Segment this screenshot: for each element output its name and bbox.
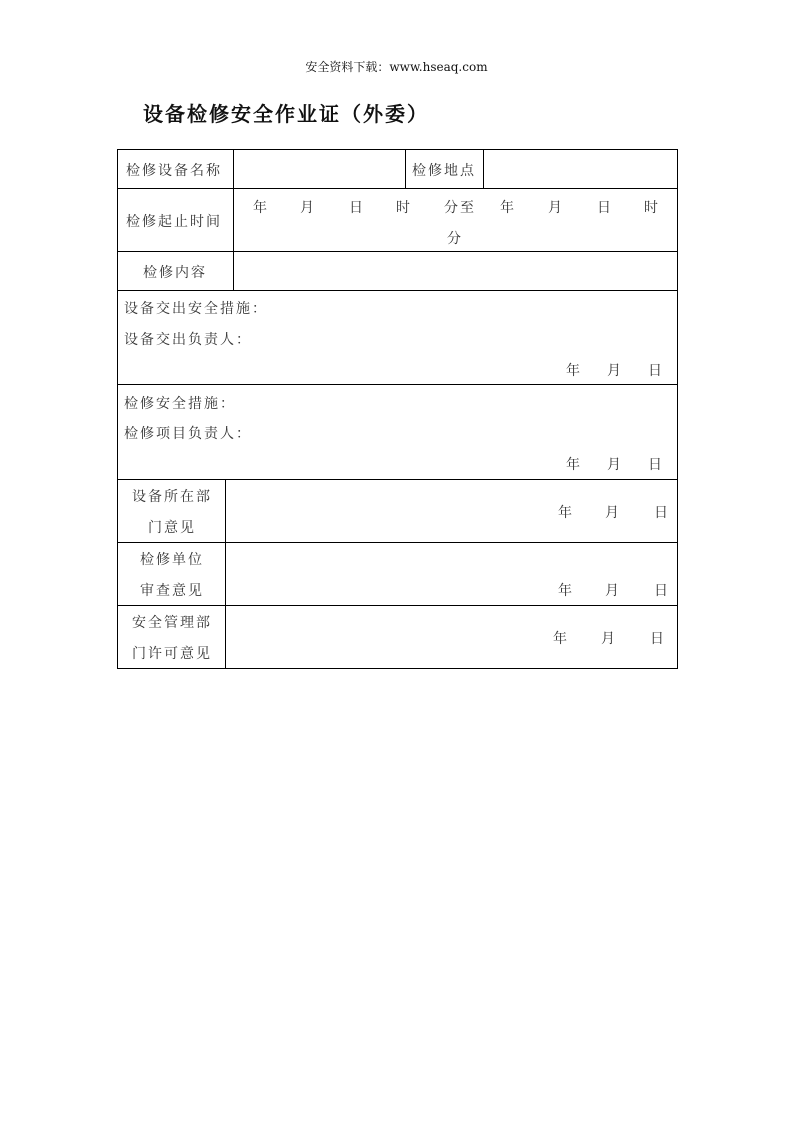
maintenance-year-unit: 年 (566, 457, 580, 473)
department-day-unit: 日 (654, 505, 668, 521)
time-range-label: 检修起止时间 (126, 214, 222, 230)
handover-year-unit: 年 (566, 363, 580, 379)
maintenance-measures-label: 检修安全措施： (124, 396, 236, 412)
safety-day-unit: 日 (650, 631, 664, 647)
handover-measures-label: 设备交出安全措施： (124, 301, 268, 317)
maintenance-month-unit: 月 (607, 457, 621, 473)
row-divider (118, 384, 677, 385)
maintenance-day-unit: 日 (648, 457, 662, 473)
end-minute-unit: 分 (447, 231, 461, 247)
end-hour-unit: 时 (644, 200, 658, 216)
department-opinion-label-line2: 门意见 (148, 520, 196, 536)
start-minute-to-unit: 分至 (444, 200, 476, 216)
download-source-text: 安全资料下载：www.hseaq.com (305, 60, 488, 74)
document-title: 设备检修安全作业证（外委） (143, 102, 429, 126)
department-month-unit: 月 (605, 505, 619, 521)
unit-day-unit: 日 (654, 583, 668, 599)
safety-permit-label-line2: 门许可意见 (132, 646, 212, 662)
start-day-unit: 日 (349, 200, 363, 216)
start-month-unit: 月 (300, 200, 314, 216)
start-year-unit: 年 (253, 200, 267, 216)
work-permit-form (117, 149, 678, 669)
row-divider (118, 290, 677, 291)
end-year-unit: 年 (500, 200, 514, 216)
unit-review-label-line2: 审查意见 (140, 583, 204, 599)
safety-month-unit: 月 (601, 631, 615, 647)
unit-review-label-line1: 检修单位 (140, 552, 204, 568)
equipment-name-label: 检修设备名称 (126, 163, 222, 179)
project-leader-label: 检修项目负责人： (124, 426, 252, 442)
content-field[interactable] (234, 252, 677, 290)
department-year-unit: 年 (558, 505, 572, 521)
end-month-unit: 月 (548, 200, 562, 216)
content-label: 检修内容 (143, 265, 207, 281)
safety-permit-label-line1: 安全管理部 (132, 615, 212, 631)
handover-person-label: 设备交出负责人： (124, 332, 252, 348)
start-hour-unit: 时 (396, 200, 410, 216)
handover-month-unit: 月 (607, 363, 621, 379)
safety-year-unit: 年 (553, 631, 567, 647)
end-day-unit: 日 (597, 200, 611, 216)
unit-year-unit: 年 (558, 583, 572, 599)
handover-day-unit: 日 (648, 363, 662, 379)
unit-month-unit: 月 (605, 583, 619, 599)
department-opinion-label-line1: 设备所在部 (132, 489, 212, 505)
location-label: 检修地点 (412, 163, 476, 179)
